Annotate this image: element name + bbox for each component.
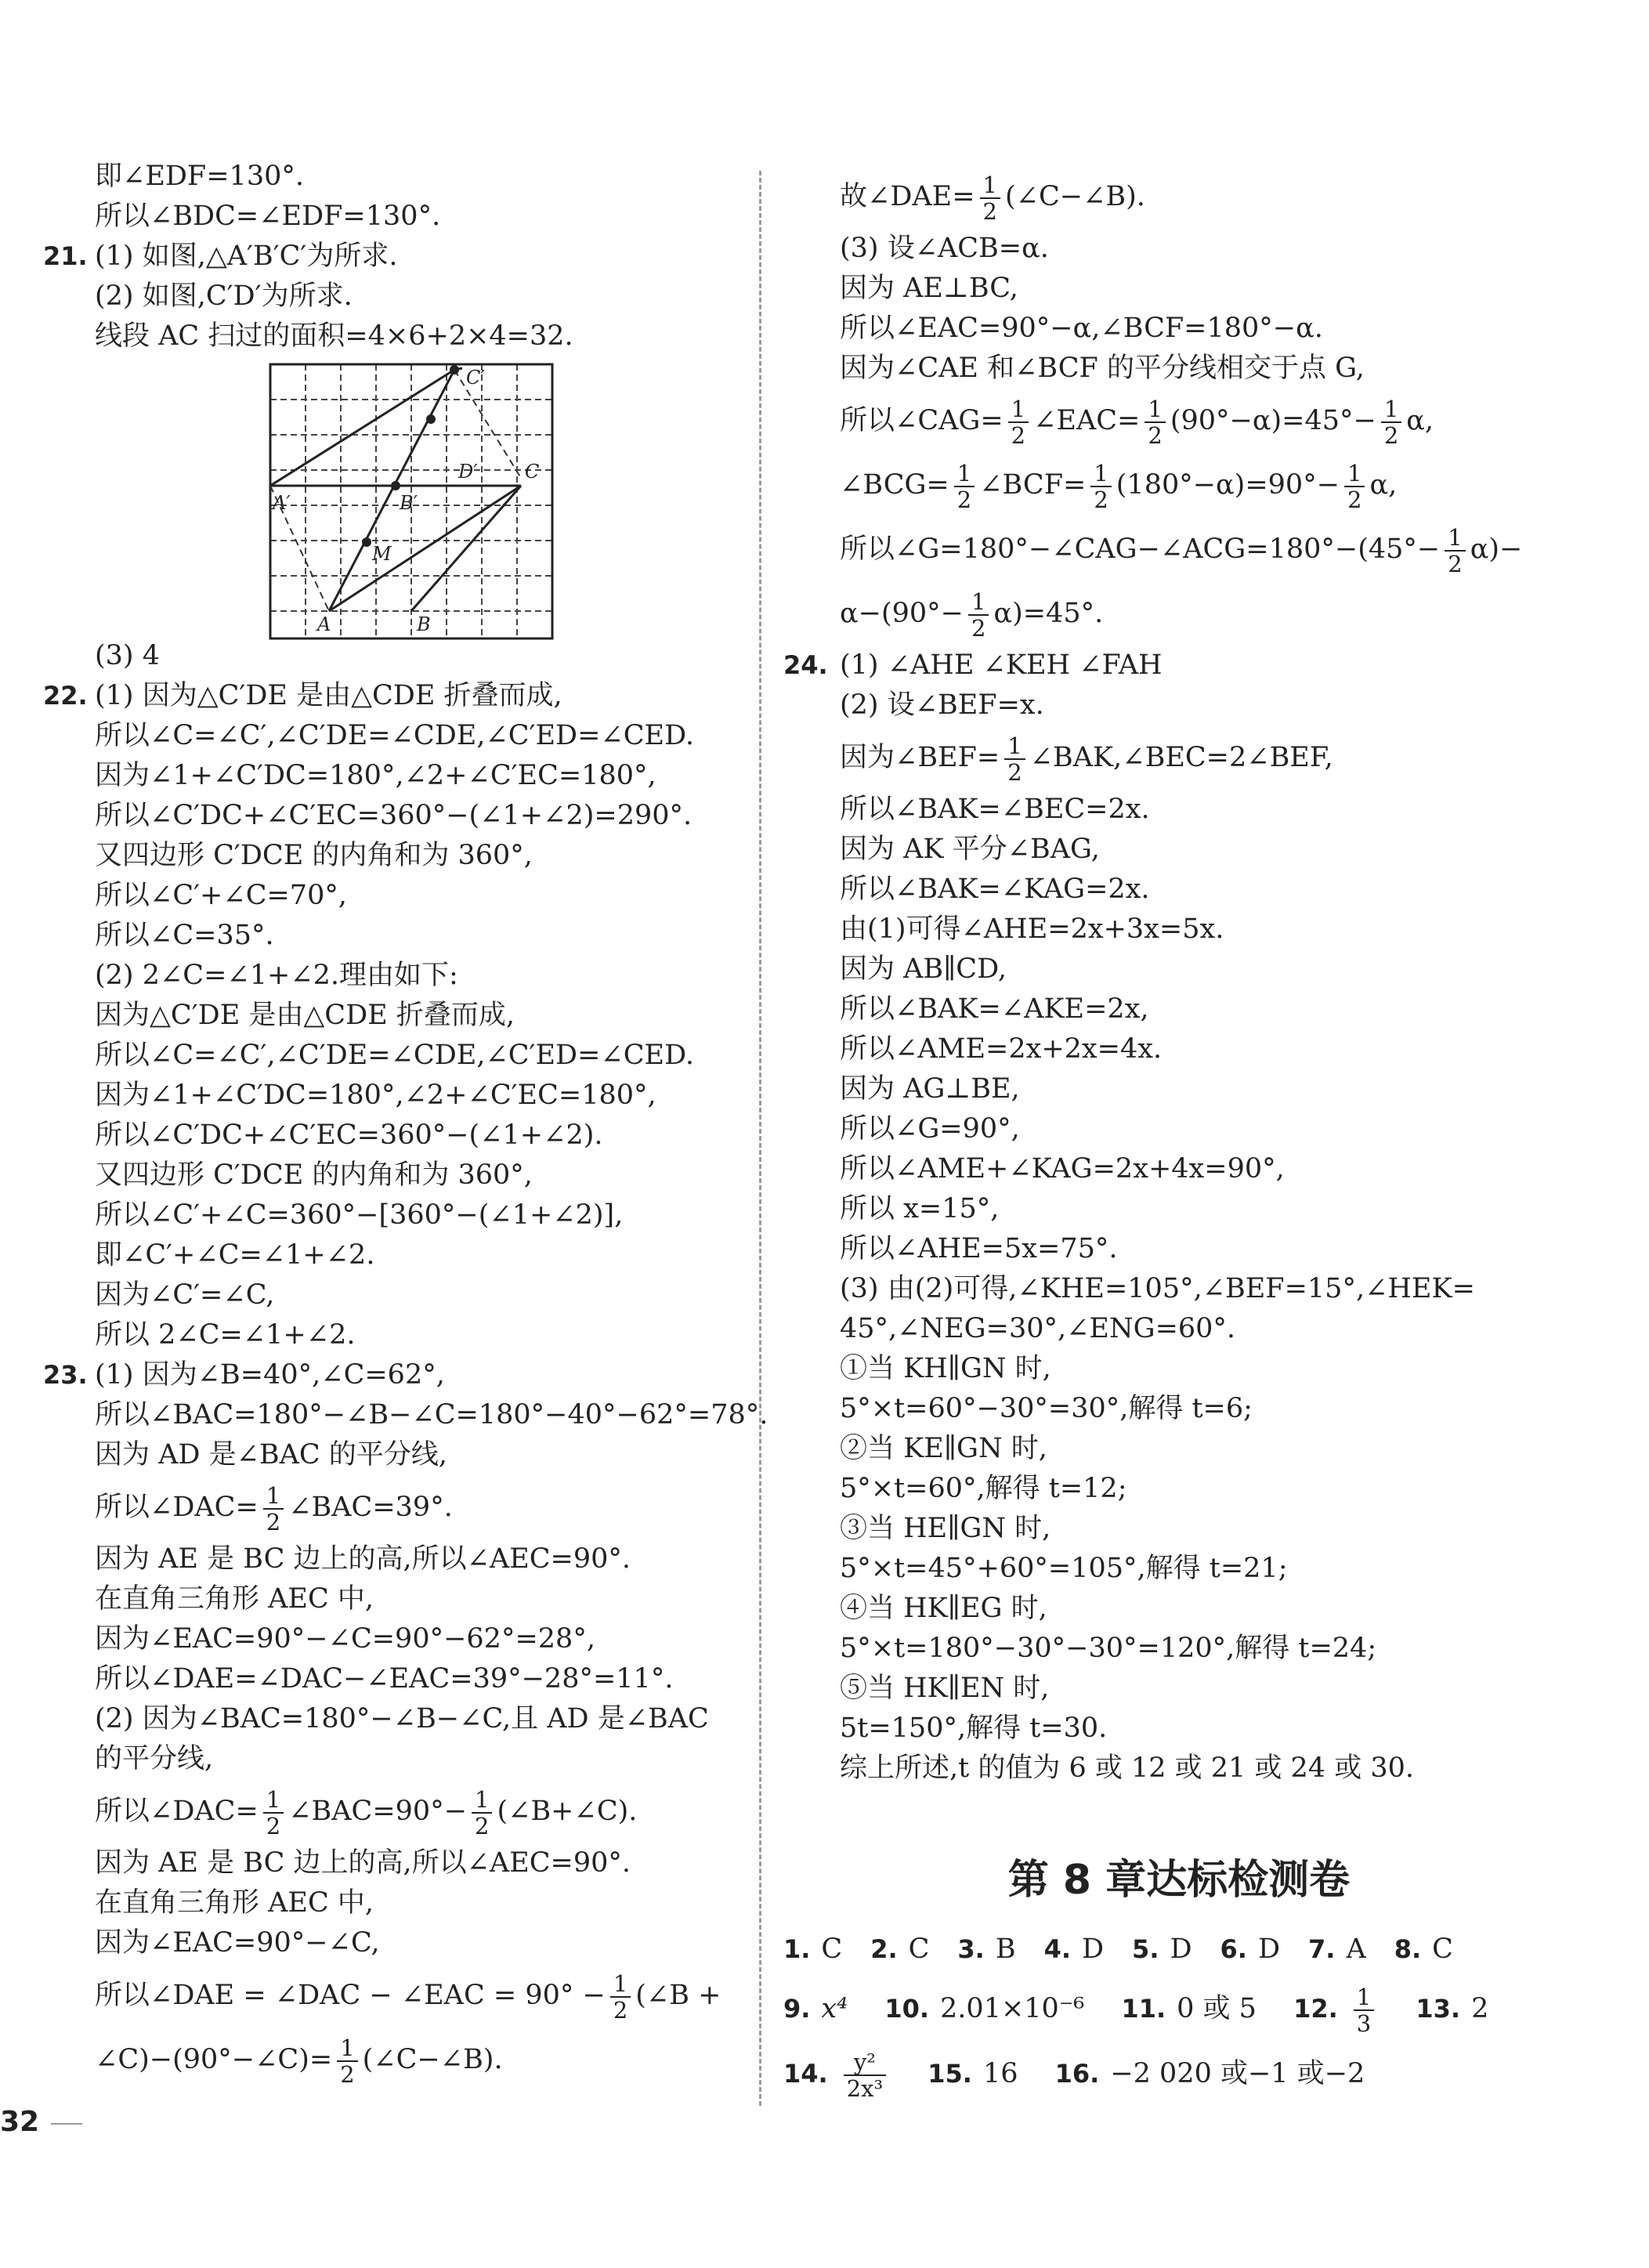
fraction (472, 1787, 492, 1839)
text-part: α)=45°. (993, 598, 1104, 629)
denominator: 2 (1148, 421, 1163, 449)
text-line (43, 796, 740, 836)
numerator: 1 (1344, 461, 1365, 487)
label-m: M (372, 543, 392, 565)
answer-number: 11. (1121, 1994, 1166, 2024)
answer-value: 0 或 5 (1177, 1993, 1257, 2024)
text-part: (90°−α)=45°− (1170, 405, 1376, 436)
text-part: 即∠C′+∠C=∠1+∠2. (95, 1239, 375, 1271)
answer-number: 2. (870, 1934, 898, 1964)
answer-number: 10. (884, 1994, 930, 2024)
text-part: 所以∠C′DC+∠C′EC=360°−(∠1+∠2). (95, 1120, 603, 1151)
text-line (783, 581, 1575, 646)
grid-figure (266, 360, 556, 642)
answer-key (783, 1919, 1575, 2109)
denominator: 2 (1094, 486, 1108, 513)
label-d-prime: D′ (458, 461, 478, 483)
answer-number: 8. (1394, 1934, 1422, 1964)
answer-item (783, 1919, 842, 1979)
numerator: 1 (1381, 396, 1401, 423)
text-line: 5°×t=60°,解得 t=12; (840, 1473, 1127, 1504)
text-line: 因为 AE 是 BC 边上的高,所以∠AEC=90°. (95, 1543, 631, 1575)
numerator: 1 (1004, 733, 1025, 760)
text-line: 因为∠CAE 和∠BCF 的平分线相交于点 G, (840, 353, 1365, 384)
text-part: 因为△C′DE 是由△CDE 折叠而成, (95, 1000, 515, 1031)
text-part: ∠EAC= (1033, 405, 1141, 436)
denominator: 2 (266, 1812, 281, 1839)
denominator: 2 (340, 2060, 355, 2088)
text-part: (∠B + (635, 1980, 721, 2011)
text-line: ②当 KE∥GN 时, (840, 1433, 1047, 1464)
fraction (968, 589, 989, 641)
text-line: 所以∠EAC=90°−α,∠BCF=180°−α. (840, 313, 1323, 344)
answer-value: C (821, 1933, 843, 1965)
text-part: (∠C−∠B). (1005, 181, 1145, 212)
text-line (43, 1315, 740, 1355)
label-c: C (525, 461, 540, 483)
right-column (783, 165, 1575, 1789)
numerator: 1 (954, 461, 975, 487)
text-line: 在直角三角形 AEC 中, (95, 1887, 374, 1919)
text-line (43, 1475, 740, 1539)
text-part: 所以∠C′+∠C=70°, (95, 880, 347, 911)
text-line: 综上所述,t 的值为 6 或 12 或 21 或 24 或 30. (840, 1753, 1414, 1784)
numerator: 1 (1145, 396, 1165, 423)
numerator: 1 (1090, 461, 1111, 487)
fraction (1008, 396, 1029, 448)
text-line: 所以∠AME=2x+2x=4x. (840, 1033, 1163, 1065)
denominator: 2x³ (846, 2074, 884, 2102)
fraction (1004, 733, 1025, 785)
answer-value: 16 (982, 2058, 1018, 2089)
text-part: α, (1369, 469, 1398, 501)
text-line: 45°,∠NEG=30°,∠ENG=60°. (840, 1313, 1236, 1344)
page-number: 32 (0, 2106, 40, 2138)
text-part: 又四边形 C′DCE 的内角和为 360°, (95, 840, 533, 871)
numerator: y² (844, 2049, 886, 2076)
answer-item (1308, 1919, 1366, 1979)
text-line: ⑤当 HK∥EN 时, (840, 1673, 1050, 1704)
text-part: 因为∠1+∠C′DC=180°,∠2+∠C′EC=180°, (95, 1080, 656, 1111)
text-line: 所以∠DAE=∠DAC−∠EAC=39°−28°=11°. (95, 1663, 674, 1695)
text-line: 5°×t=180°−30°−30°=120°,解得 t=24; (840, 1633, 1377, 1664)
answer-value: C (908, 1933, 930, 1965)
text-line (43, 756, 740, 796)
text-line (43, 1036, 740, 1076)
label-c-prime: C′ (466, 367, 485, 389)
numerator: 1 (1008, 396, 1029, 423)
answer-item (1055, 2038, 1365, 2109)
text-line: 5°×t=60°−30°=30°,解得 t=6; (840, 1393, 1253, 1424)
answer-value: D (1170, 1933, 1192, 1965)
text-part: ∠BAC=90°− (288, 1796, 468, 1827)
text-part: 因为∠C′=∠C, (95, 1279, 275, 1311)
numerator: 1 (263, 1787, 284, 1814)
text-line (43, 1275, 740, 1315)
text-line: 的平分线, (95, 1743, 214, 1774)
denominator: 2 (266, 1508, 281, 1536)
text-part: 所以∠C′+∠C=360°−[360°−(∠1+∠2)], (95, 1199, 624, 1231)
answer-number: 13. (1416, 1994, 1461, 2024)
text-line: 所以∠AHE=5x=75°. (840, 1233, 1118, 1264)
text-part: 所以∠G=180°−∠CAG−∠ACG=180°−(45°− (840, 534, 1441, 565)
answer-value: A (1346, 1933, 1366, 1965)
answer-value: 2 (1471, 1993, 1489, 2024)
answer-item (1220, 1919, 1280, 1979)
numerator: 1 (263, 1483, 284, 1510)
question-number: 23. (43, 1360, 88, 1390)
text-line: 因为 AD 是∠BAC 的平分线, (95, 1439, 447, 1470)
text-line (43, 996, 740, 1036)
page-number-rule (51, 2123, 82, 2125)
fraction (263, 1787, 284, 1839)
text-line (43, 1076, 740, 1116)
numerator: 1 (337, 2035, 357, 2062)
denominator: 2 (475, 1812, 490, 1839)
text-part: ∠BAC=39°. (288, 1492, 453, 1523)
text-line: 5t=150°,解得 t=30. (840, 1713, 1108, 1744)
denominator: 2 (971, 614, 986, 642)
answer-number: 16. (1054, 2059, 1100, 2089)
text-part: 所以 2∠C=∠1+∠2. (95, 1319, 356, 1351)
text-line (43, 1156, 740, 1195)
fraction (980, 172, 1000, 224)
question-number: 24. (783, 650, 828, 680)
text-part: 所以∠C=35°. (95, 920, 274, 951)
text-line: 即∠EDF=130°. (95, 161, 304, 192)
denominator: 2 (613, 1996, 628, 2024)
text-line: ③当 HE∥GN 时, (840, 1513, 1051, 1544)
text-line: (2) 如图,C′D′为所求. (95, 280, 353, 312)
answer-value: x⁴ (821, 1993, 848, 2024)
numerator: 1 (968, 589, 989, 616)
text-line: 5°×t=45°+60°=105°,解得 t=21; (840, 1553, 1288, 1584)
text-line (43, 1235, 740, 1275)
label-a-prime: A′ (273, 492, 291, 514)
answer-row (783, 2038, 1575, 2109)
text-line (43, 1116, 740, 1156)
text-line (43, 1779, 740, 1843)
question-24 (783, 646, 1575, 685)
text-line: 由(1)可得∠AHE=2x+3x=5x. (840, 913, 1224, 945)
text-line: (1) 因为∠B=40°,∠C=62°, (95, 1359, 445, 1391)
denominator: 2 (982, 197, 997, 225)
text-part: (2) 2∠C=∠1+∠2.理由如下: (95, 960, 458, 991)
answer-item (1044, 1919, 1104, 1979)
fraction (1090, 461, 1111, 512)
text-part: (∠C−∠B). (362, 2044, 503, 2075)
text-line (43, 1195, 740, 1235)
chapter-title: 第 8 章达标检测卷 (1007, 1857, 1351, 1904)
answer-item (783, 1979, 848, 2038)
text-line (43, 2027, 740, 2092)
question-21 (43, 237, 740, 277)
text-line (43, 836, 740, 876)
answer-number: 5. (1132, 1934, 1159, 1964)
text-part: ∠BCF= (979, 469, 1087, 501)
fraction (610, 1971, 631, 2023)
text-part: 所以∠C=∠C′,∠C′DE=∠CDE,∠C′ED=∠CED. (95, 1040, 695, 1071)
numerator: 1 (610, 1971, 631, 1998)
text-line: 所以∠BDC=∠EDF=130°. (95, 201, 441, 232)
text-part: 所以∠DAE = ∠DAC − ∠EAC = 90° − (95, 1980, 606, 2011)
text-line (783, 725, 1575, 790)
text-line: 因为 AE 是 BC 边上的高,所以∠AEC=90°. (95, 1847, 631, 1879)
point-c-prime (450, 365, 459, 374)
numerator: 1 (472, 1787, 492, 1814)
point-b-prime (391, 481, 400, 490)
text-line: 所以 x=15°, (840, 1193, 1000, 1224)
answer-number: 9. (783, 1994, 811, 2024)
answer-item (928, 2038, 1018, 2109)
answer-number: 4. (1043, 1934, 1071, 1964)
answer-number: 3. (957, 1934, 985, 1964)
answer-value: C (1432, 1933, 1453, 1965)
text-part: 所以∠DAC= (95, 1492, 259, 1523)
text-line: 因为∠EAC=90°−∠C=90°−62°=28°, (95, 1623, 595, 1655)
question-23 (43, 1355, 740, 1395)
text-part: 所以∠DAC= (95, 1796, 259, 1827)
text-line (43, 876, 740, 916)
text-part: α, (1406, 405, 1434, 436)
answer-item (1416, 1979, 1488, 2038)
text-line (783, 453, 1575, 517)
text-line: (3) 由(2)可得,∠KHE=105°,∠BEF=15°,∠HEK= (840, 1273, 1475, 1304)
text-part: 所以∠C=∠C′,∠C′DE=∠CDE,∠C′ED=∠CED. (95, 720, 695, 751)
text-line (43, 916, 740, 956)
text-line: (1) 如图,△A′B′C′为所求. (95, 241, 398, 272)
denominator: 2 (1011, 421, 1026, 449)
text-line: 线段 AC 扫过的面积=4×6+2×4=32. (95, 320, 573, 352)
answer-item (1394, 1919, 1453, 1979)
text-line: 在直角三角形 AEC 中, (95, 1583, 374, 1615)
text-line: (3) 4 (95, 640, 160, 671)
text-line (783, 165, 1575, 229)
text-line (43, 956, 740, 996)
label-b-prime: B′ (400, 492, 418, 514)
text-line: 因为 AE⊥BC, (840, 273, 1018, 304)
fraction (337, 2035, 357, 2087)
text-part: ∠BAK,∠BEC=2∠BEF, (1029, 742, 1333, 773)
text-line: (2) 设∠BEF=x. (840, 689, 1044, 721)
answer-item (1132, 1919, 1192, 1979)
text-part: (180°−α)=90°− (1116, 469, 1340, 501)
question-24-lines (783, 790, 1575, 1789)
text-part: 故∠DAE= (840, 181, 975, 212)
fraction (1445, 525, 1465, 577)
text-part: 所以∠C′DC+∠C′EC=360°−(∠1+∠2)=290°. (95, 800, 693, 831)
answer-row (783, 1919, 1575, 1979)
fraction (1381, 396, 1401, 448)
text-line: ④当 HK∥EG 时, (840, 1593, 1047, 1624)
answer-value: −2 020 或−1 或−2 (1110, 2058, 1365, 2089)
text-line: 所以∠AME+∠KAG=2x+4x=90°, (840, 1153, 1285, 1185)
text-line: (2) 因为∠BAC=180°−∠B−∠C,且 AD 是∠BAC (95, 1703, 709, 1734)
text-line: 因为 AB∥CD, (840, 953, 1007, 985)
answer-value: 2.01×10⁻⁶ (940, 1993, 1085, 2024)
text-line: 所以∠G=90°, (840, 1113, 1020, 1145)
text-part: ∠C)−(90°−∠C)= (95, 2044, 333, 2075)
denominator: 2 (1347, 486, 1362, 513)
fraction (263, 1483, 284, 1535)
text-line: 所以∠BAK=∠AKE=2x, (840, 993, 1149, 1025)
point (426, 414, 436, 424)
numerator: 1 (980, 172, 1000, 199)
text-part: 所以∠CAG= (840, 405, 1004, 436)
text-line: 所以∠BAC=180°−∠B−∠C=180°−40°−62°=78°. (95, 1399, 768, 1431)
text-line: 所以∠BAK=∠BEC=2x. (840, 794, 1150, 825)
fraction (954, 461, 975, 512)
point-m (362, 537, 371, 547)
answer-value: D (1081, 1933, 1105, 1965)
text-part: α)− (1470, 534, 1523, 565)
answer-item (783, 2038, 891, 2109)
fraction (1344, 461, 1365, 512)
fraction (1145, 396, 1165, 448)
answer-number: 7. (1308, 1934, 1336, 1964)
text-line: 因为 AG⊥BE, (840, 1073, 1020, 1105)
text-line: 所以∠BAK=∠KAG=2x. (840, 874, 1150, 905)
answer-item (1293, 1979, 1379, 2038)
question-number: 21. (43, 241, 88, 271)
denominator: 2 (1383, 421, 1399, 449)
text-line: 因为 AK 平分∠BAG, (840, 834, 1100, 865)
text-line (783, 517, 1575, 581)
answer-item (870, 1919, 929, 1979)
text-line (43, 1963, 740, 2027)
text-part: 因为∠1+∠C′DC=180°,∠2+∠C′EC=180°, (95, 760, 656, 791)
label-b: B (417, 613, 431, 635)
answer-item (884, 1979, 1084, 2038)
denominator: 2 (1448, 550, 1463, 577)
answer-number: 15. (928, 2059, 972, 2089)
text-part: 因为∠BEF= (840, 742, 1000, 773)
column-divider (759, 171, 761, 2106)
answer-value: D (1257, 1933, 1281, 1965)
text-part: 又四边形 C′DCE 的内角和为 360°, (95, 1159, 533, 1191)
text-part: (∠B+∠C). (497, 1796, 638, 1827)
denominator: 2 (956, 486, 972, 513)
question-22 (43, 676, 740, 1355)
numerator: 1 (1354, 1984, 1374, 2011)
answer-number: 14. (783, 2059, 828, 2089)
fraction (1354, 1984, 1374, 2036)
text-line (43, 716, 740, 756)
question-number: 22. (43, 681, 88, 711)
text-line: (1) ∠AHE ∠KEH ∠FAH (840, 649, 1163, 681)
numerator: 1 (1445, 525, 1465, 552)
answer-item (1121, 1979, 1256, 2038)
text-line (43, 676, 740, 716)
text-line: 因为∠EAC=90°−∠C, (95, 1927, 380, 1959)
denominator: 2 (1007, 758, 1022, 786)
answer-number: 12. (1293, 1994, 1338, 2024)
answer-value: B (995, 1933, 1016, 1965)
answer-item (957, 1919, 1015, 1979)
text-part: ∠BCG= (840, 469, 949, 501)
answer-row (783, 1979, 1575, 2038)
text-part: α−(90°− (840, 598, 964, 629)
answer-number: 1. (783, 1934, 811, 1964)
text-line (783, 389, 1575, 453)
fraction (844, 2049, 886, 2101)
text-line: ①当 KH∥GN 时, (840, 1353, 1051, 1384)
answer-number: 6. (1220, 1934, 1247, 1964)
text-part: (1) 因为△C′DE 是由△CDE 折叠而成, (95, 680, 562, 711)
denominator: 3 (1356, 2009, 1372, 2037)
label-a: A (317, 613, 331, 635)
text-line: (3) 设∠ACB=α. (840, 233, 1049, 264)
